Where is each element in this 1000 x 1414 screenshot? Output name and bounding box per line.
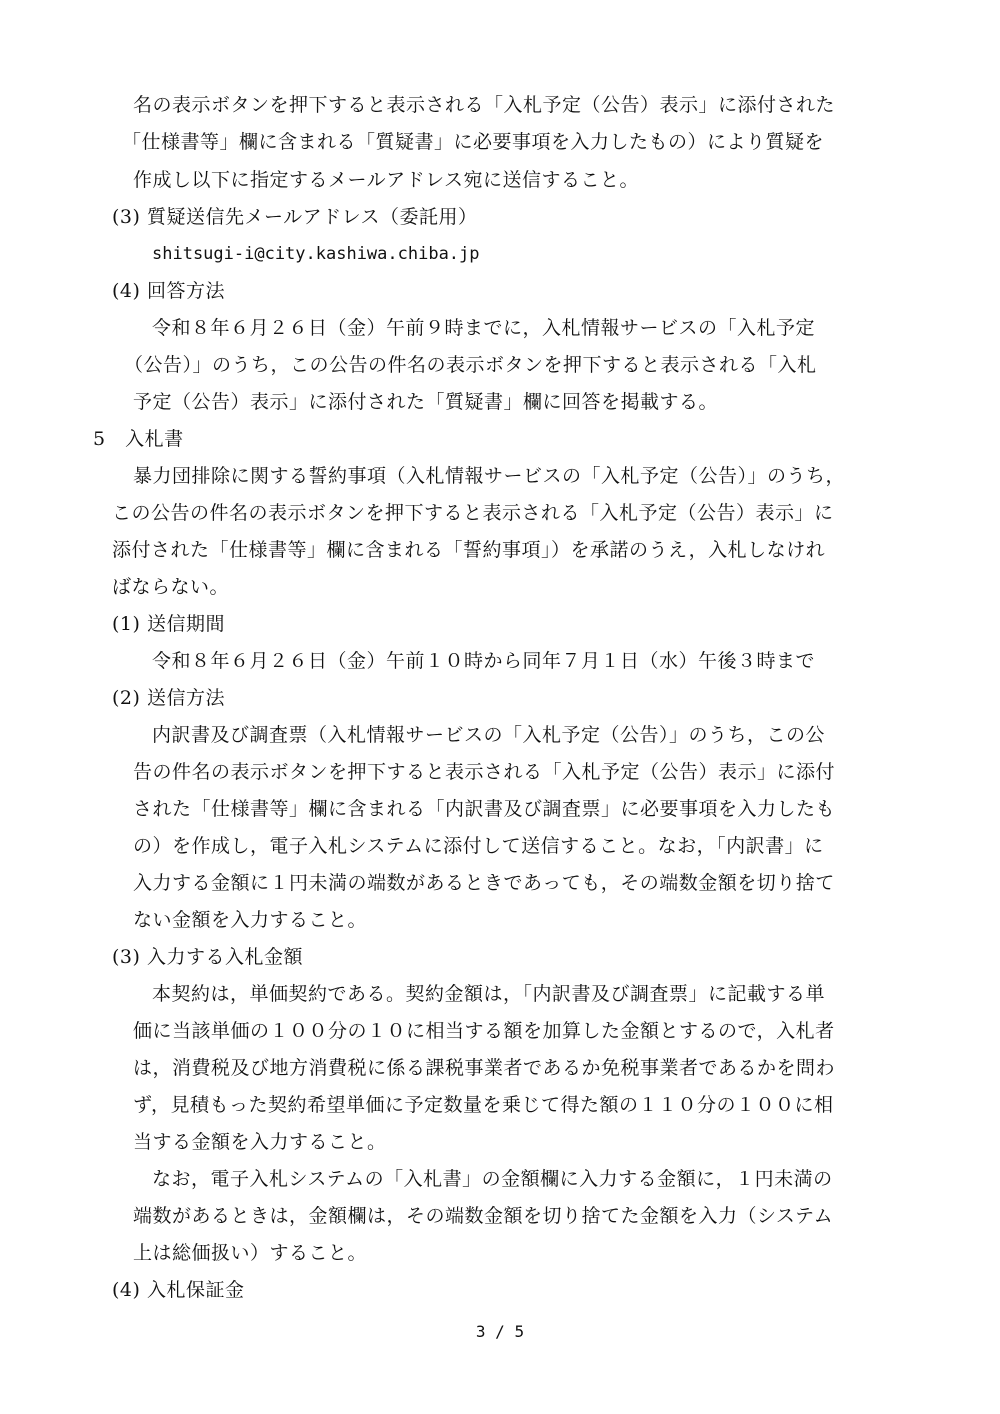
text-line-14: ばならない。 [112, 576, 230, 598]
text-line-30: なお，電子入札システムの「入札書」の金額欄に入力する金額に，１円未満の [152, 1168, 833, 1190]
text-line-23: ない金額を入力すること。 [133, 909, 368, 931]
text-line-3: 作成し以下に指定するメールアドレス宛に送信すること。 [133, 169, 640, 191]
text-line-16: 令和８年６月２６日（金）午前１０時から同年７月１日（水）午後３時まで [152, 650, 816, 672]
text-line-7: 令和８年６月２６日（金）午前９時までに，入札情報サービスの「入札予定 [152, 317, 816, 339]
subheading-1-send-period: (1) 送信期間 [112, 613, 225, 635]
text-line-2: 「仕様書等」欄に含まれる「質疑書」に必要事項を入力したもの）により質疑を [122, 131, 825, 153]
text-line-11: 暴力団排除に関する誓約事項（入札情報サービスの「入札予定（公告）」のうち， [133, 465, 846, 487]
email-address: shitsugi-i@city.kashiwa.chiba.jp [152, 244, 480, 264]
section-heading-5-bid: 5 入札書 [93, 428, 184, 450]
subheading-2-send-method: (2) 送信方法 [112, 687, 225, 709]
text-line-29: 当する金額を入力すること。 [133, 1131, 387, 1153]
text-line-32: 上は総価扱い）すること。 [133, 1242, 368, 1264]
text-line-19: 告の件名の表示ボタンを押下すると表示される「入札予定（公告）表示」に添付 [133, 761, 836, 783]
text-line-8: （公告）」のうち，この公告の件名の表示ボタンを押下すると表示される「入札 [124, 354, 817, 376]
text-line-25: 本契約は，単価契約である。契約金額は，「内訳書及び調査票」に記載する単 [152, 983, 826, 1005]
text-line-12: この公告の件名の表示ボタンを押下すると表示される「入札予定（公告）表示」に [112, 502, 834, 524]
text-line-1: 名の表示ボタンを押下すると表示される「入札予定（公告）表示」に添付された [133, 94, 836, 116]
page-number: 3 / 5 [475, 1322, 525, 1341]
text-line-9: 予定（公告）表示」に添付された「質疑書」欄に回答を掲載する。 [133, 391, 719, 413]
text-line-27: は，消費税及び地方消費税に係る課税事業者であるか免税事業者であるかを問わ [133, 1057, 836, 1079]
text-line-28: ず，見積もった契約希望単価に予定数量を乗じて得た額の１１０分の１００に相 [133, 1094, 834, 1116]
text-line-26: 価に当該単価の１００分の１０に相当する額を加算した金額とするので，入札者 [133, 1020, 835, 1042]
subheading-4-bid-bond: (4) 入札保証金 [112, 1279, 245, 1301]
text-line-13: 添付された「仕様書等」欄に含まれる「誓約事項」）を承諾のうえ，入札しなけれ [112, 539, 826, 561]
text-line-31: 端数があるときは，金額欄は，その端数金額を切り捨てた金額を入力（システム [133, 1205, 834, 1227]
subheading-4-answer-method: (4) 回答方法 [112, 280, 225, 302]
subheading-3-inquiry-email: (3) 質疑送信先メールアドレス（委託用） [112, 206, 478, 228]
text-line-20: された「仕様書等」欄に含まれる「内訳書及び調査票」に必要事項を入力したも [133, 798, 836, 820]
subheading-3-bid-amount: (3) 入力する入札金額 [112, 946, 303, 968]
text-line-21: の）を作成し，電子入札システムに添付して送信すること。なお，「内訳書」に [133, 835, 824, 857]
text-line-18: 内訳書及び調査票（入札情報サービスの「入札予定（公告）」のうち，この公 [152, 724, 826, 746]
text-line-22: 入力する金額に１円未満の端数があるときであっても，その端数金額を切り捨て [133, 872, 835, 894]
